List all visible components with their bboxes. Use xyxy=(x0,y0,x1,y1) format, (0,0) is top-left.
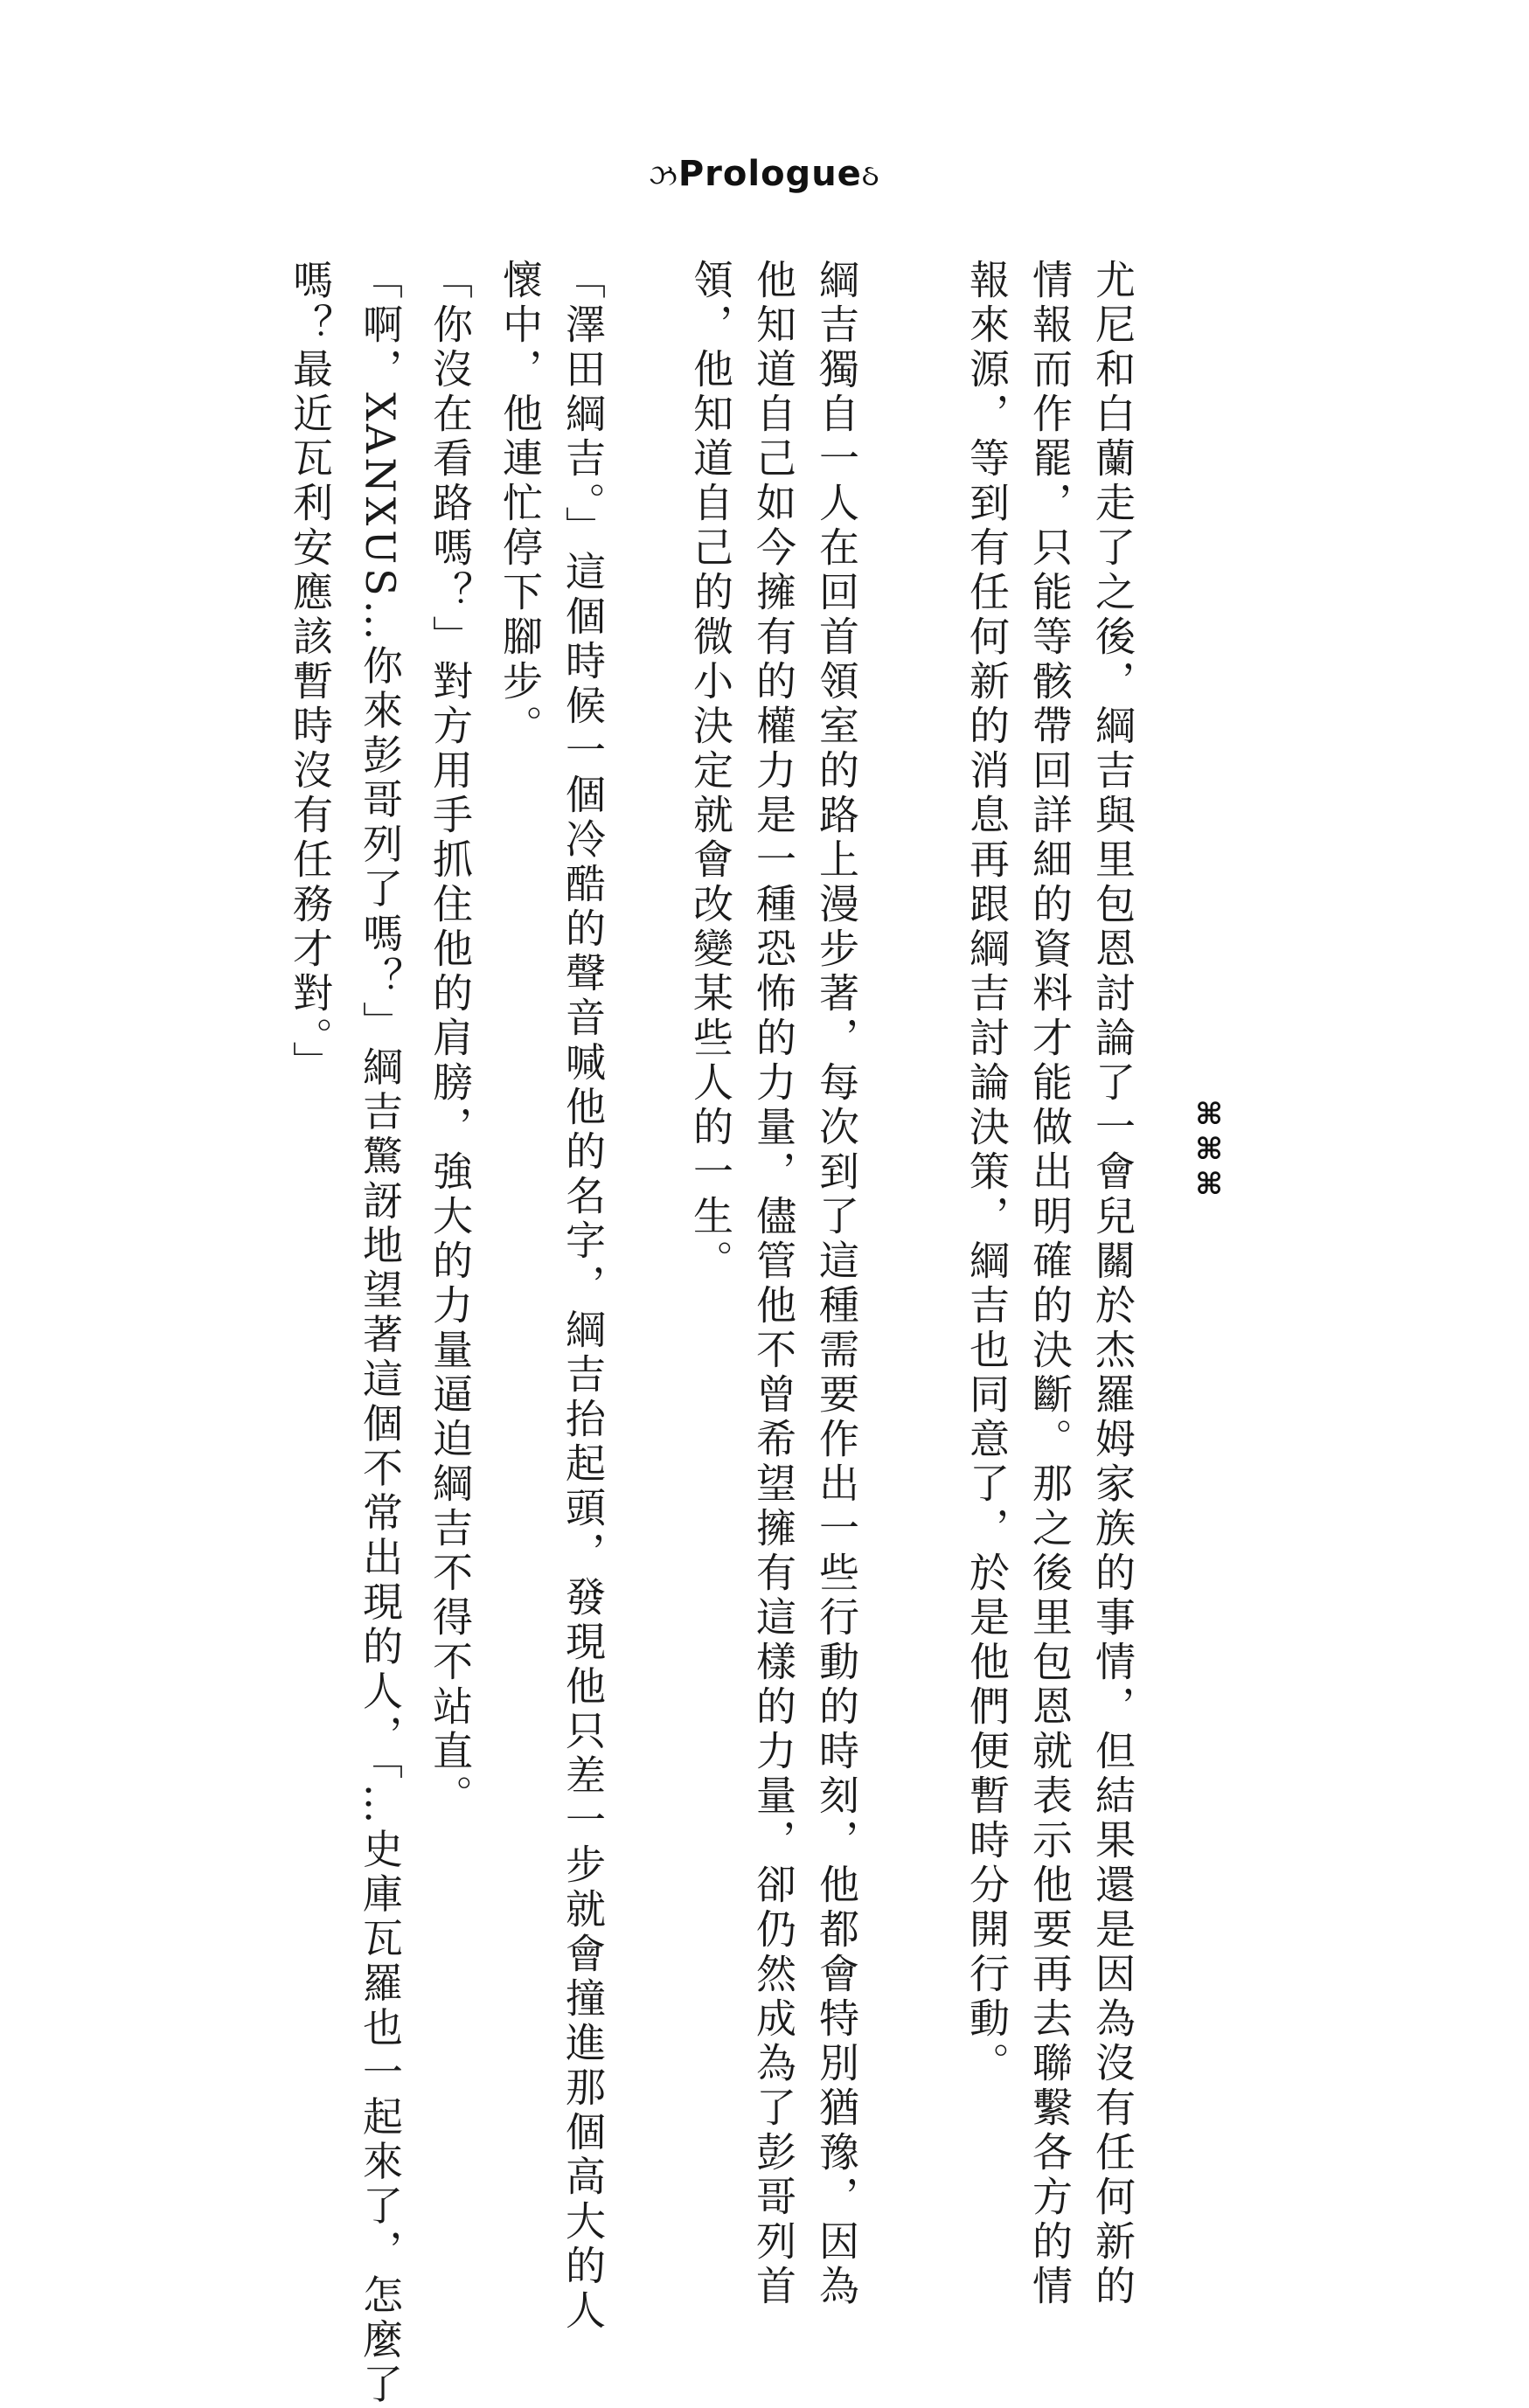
text-column-4: 綱吉獨自一人在回首領室的路上漫步著，每次到了這種需要作出一些行動的時刻，他都會特別猶豫，因為 xyxy=(813,259,860,2309)
page-title xyxy=(0,154,1529,194)
text-column-5: 他知道自己如今擁有的權力是一種恐怖的力量，儘管他不曾希望擁有這樣的力量，卻仍然成為了彭哥列首 xyxy=(750,259,797,2309)
text-column-9: 「你沒在看路嗎？」對方用手抓住他的肩膀，強大的力量逼迫綱吉不得不站直。 xyxy=(427,259,474,1819)
text-column-10: 「啊，XANXUS…你來彭哥列了嗎？」綱吉驚訝地望著這個不常出現的人，「…史庫瓦羅也一起來了，怎麼了 xyxy=(357,259,404,2408)
title-ornament-right: ઠ xyxy=(861,158,880,193)
title-text: Prologue xyxy=(678,154,862,194)
section-break-mark: ⌘⌘⌘ xyxy=(1192,1097,1227,1202)
text-column-7: 「澤田綱吉。」這個時候一個冷酷的聲音喊他的名字，綱吉抬起頭，發現他只差一步就會撞進那個高大的人 xyxy=(559,259,607,2334)
text-column-11: 嗎？最近瓦利安應該暫時沒有任務才對。」 xyxy=(287,259,334,1086)
title-ornament-left: ઝ xyxy=(649,158,678,193)
text-column-1: 尤尼和白蘭走了之後，綱吉與里包恩討論了一會兒關於杰羅姆家族的事情，但結果還是因為沒有任何新的 xyxy=(1089,259,1136,2309)
text-column-8: 懷中，他連忙停下腳步。 xyxy=(497,259,544,749)
text-column-3: 報來源，等到有任何新的消息再跟綱吉討論決策，綱吉也同意了，於是他們便暫時分開行動。 xyxy=(963,259,1011,2086)
text-column-6: 領，他知道自己的微小決定就會改變某些人的一生。 xyxy=(687,259,734,1284)
text-column-2: 情報而作罷，只能等骸帶回詳細的資料才能做出明確的決斷。那之後里包恩就表示他要再去聯繫各方的情 xyxy=(1026,259,1074,2309)
